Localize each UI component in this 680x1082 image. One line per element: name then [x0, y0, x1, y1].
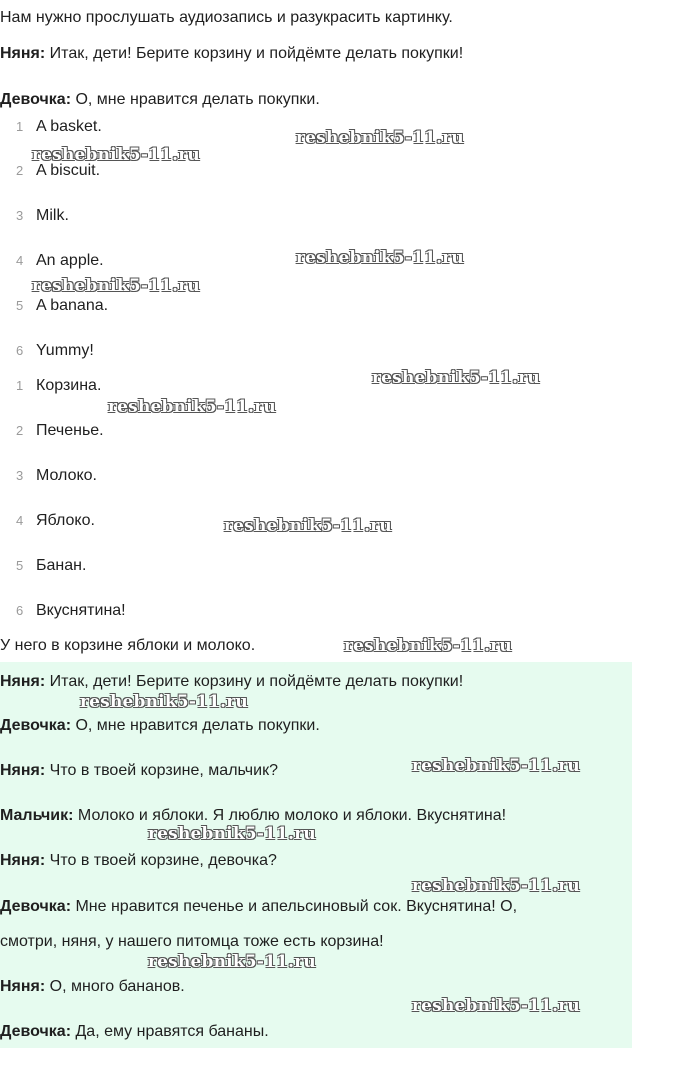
list-number: 1	[16, 378, 24, 393]
utterance: О, много бананов.	[45, 978, 185, 995]
watermark: reshebnik5-11.ru	[108, 397, 276, 417]
transcript-line	[0, 897, 517, 917]
speaker: Няня:	[0, 978, 46, 995]
list-number: 3	[16, 468, 24, 483]
answer-text: У него в корзине яблоки и молоко.	[0, 637, 256, 654]
speaker: Девочка:	[0, 898, 72, 915]
watermark: reshebnik5-11.ru	[296, 128, 464, 148]
transcript-line	[0, 1022, 269, 1042]
list-number: 5	[16, 298, 24, 313]
utterance: Да, ему нравятся бананы.	[71, 1023, 269, 1040]
list-item: Корзина.	[36, 377, 102, 394]
list-number: 5	[16, 558, 24, 573]
watermark: reshebnik5-11.ru	[148, 824, 316, 844]
utterance: Молоко и яблоки. Я люблю молоко и яблоки. Вкуснятина!	[73, 807, 507, 824]
utterance: Что в твоей корзине, девочка?	[45, 852, 277, 869]
watermark: reshebnik5-11.ru	[32, 276, 200, 296]
watermark: reshebnik5-11.ru	[412, 756, 580, 776]
utterance: Итак, дети! Берите корзину и пойдёмте делать покупки!	[45, 673, 464, 690]
list-item: Вкуснятина!	[36, 602, 126, 619]
speaker: Няня:	[0, 762, 46, 779]
list-number: 4	[16, 513, 24, 528]
transcript-line	[0, 761, 278, 781]
watermark: reshebnik5-11.ru	[296, 248, 464, 268]
watermark: reshebnik5-11.ru	[32, 145, 200, 165]
list-item: A biscuit.	[36, 162, 101, 179]
list-number: 2	[16, 163, 24, 178]
watermark: reshebnik5-11.ru	[412, 996, 580, 1016]
speaker: Няня:	[0, 673, 46, 690]
utterance: Мне нравится печенье и апельсиновый сок. Вкуснятина! О,	[71, 898, 518, 915]
transcript-line	[0, 977, 185, 997]
transcript-line	[0, 672, 463, 692]
speaker: Няня:	[0, 45, 46, 62]
list-number: 2	[16, 423, 24, 438]
list-number: 6	[16, 343, 24, 358]
list-item: Банан.	[36, 557, 87, 574]
list-item: Yummy!	[36, 342, 94, 359]
dialog-line	[0, 44, 463, 64]
transcript-line	[0, 851, 277, 871]
utterance: Что в твоей корзине, мальчик?	[45, 762, 278, 779]
list-item: A basket.	[36, 118, 102, 135]
utterance: Итак, дети! Берите корзину и пойдёмте делать покупки!	[45, 45, 464, 62]
watermark: reshebnik5-11.ru	[412, 876, 580, 896]
watermark: reshebnik5-11.ru	[80, 692, 248, 712]
speaker: Девочка:	[0, 717, 72, 734]
list-item: An apple.	[36, 252, 104, 269]
speaker: Няня:	[0, 852, 46, 869]
list-item: A banana.	[36, 297, 109, 314]
speaker: Мальчик:	[0, 807, 74, 824]
utterance: О, мне нравится делать покупки.	[71, 717, 320, 734]
watermark: reshebnik5-11.ru	[224, 516, 392, 536]
list-item: Milk.	[36, 207, 69, 224]
transcript-line	[0, 806, 506, 826]
speaker: Девочка:	[0, 1023, 72, 1040]
transcript-line	[0, 932, 384, 952]
speaker: Девочка:	[0, 91, 72, 108]
list-number: 1	[16, 119, 24, 134]
utterance: смотри, няня, у нашего питомца тоже есть корзина!	[0, 933, 384, 950]
list-item: Молоко.	[36, 467, 97, 484]
list-number: 3	[16, 208, 24, 223]
dialog-line	[0, 90, 320, 110]
list-item: Печенье.	[36, 422, 104, 439]
intro-text: Нам нужно прослушать аудиозапись и разукрасить картинку.	[0, 9, 453, 26]
watermark: reshebnik5-11.ru	[372, 368, 540, 388]
transcript-line	[0, 716, 320, 736]
utterance: О, мне нравится делать покупки.	[71, 91, 320, 108]
list-number: 6	[16, 603, 24, 618]
list-number: 4	[16, 253, 24, 268]
watermark: reshebnik5-11.ru	[344, 636, 512, 656]
list-item: Яблоко.	[36, 512, 95, 529]
watermark: reshebnik5-11.ru	[148, 952, 316, 972]
